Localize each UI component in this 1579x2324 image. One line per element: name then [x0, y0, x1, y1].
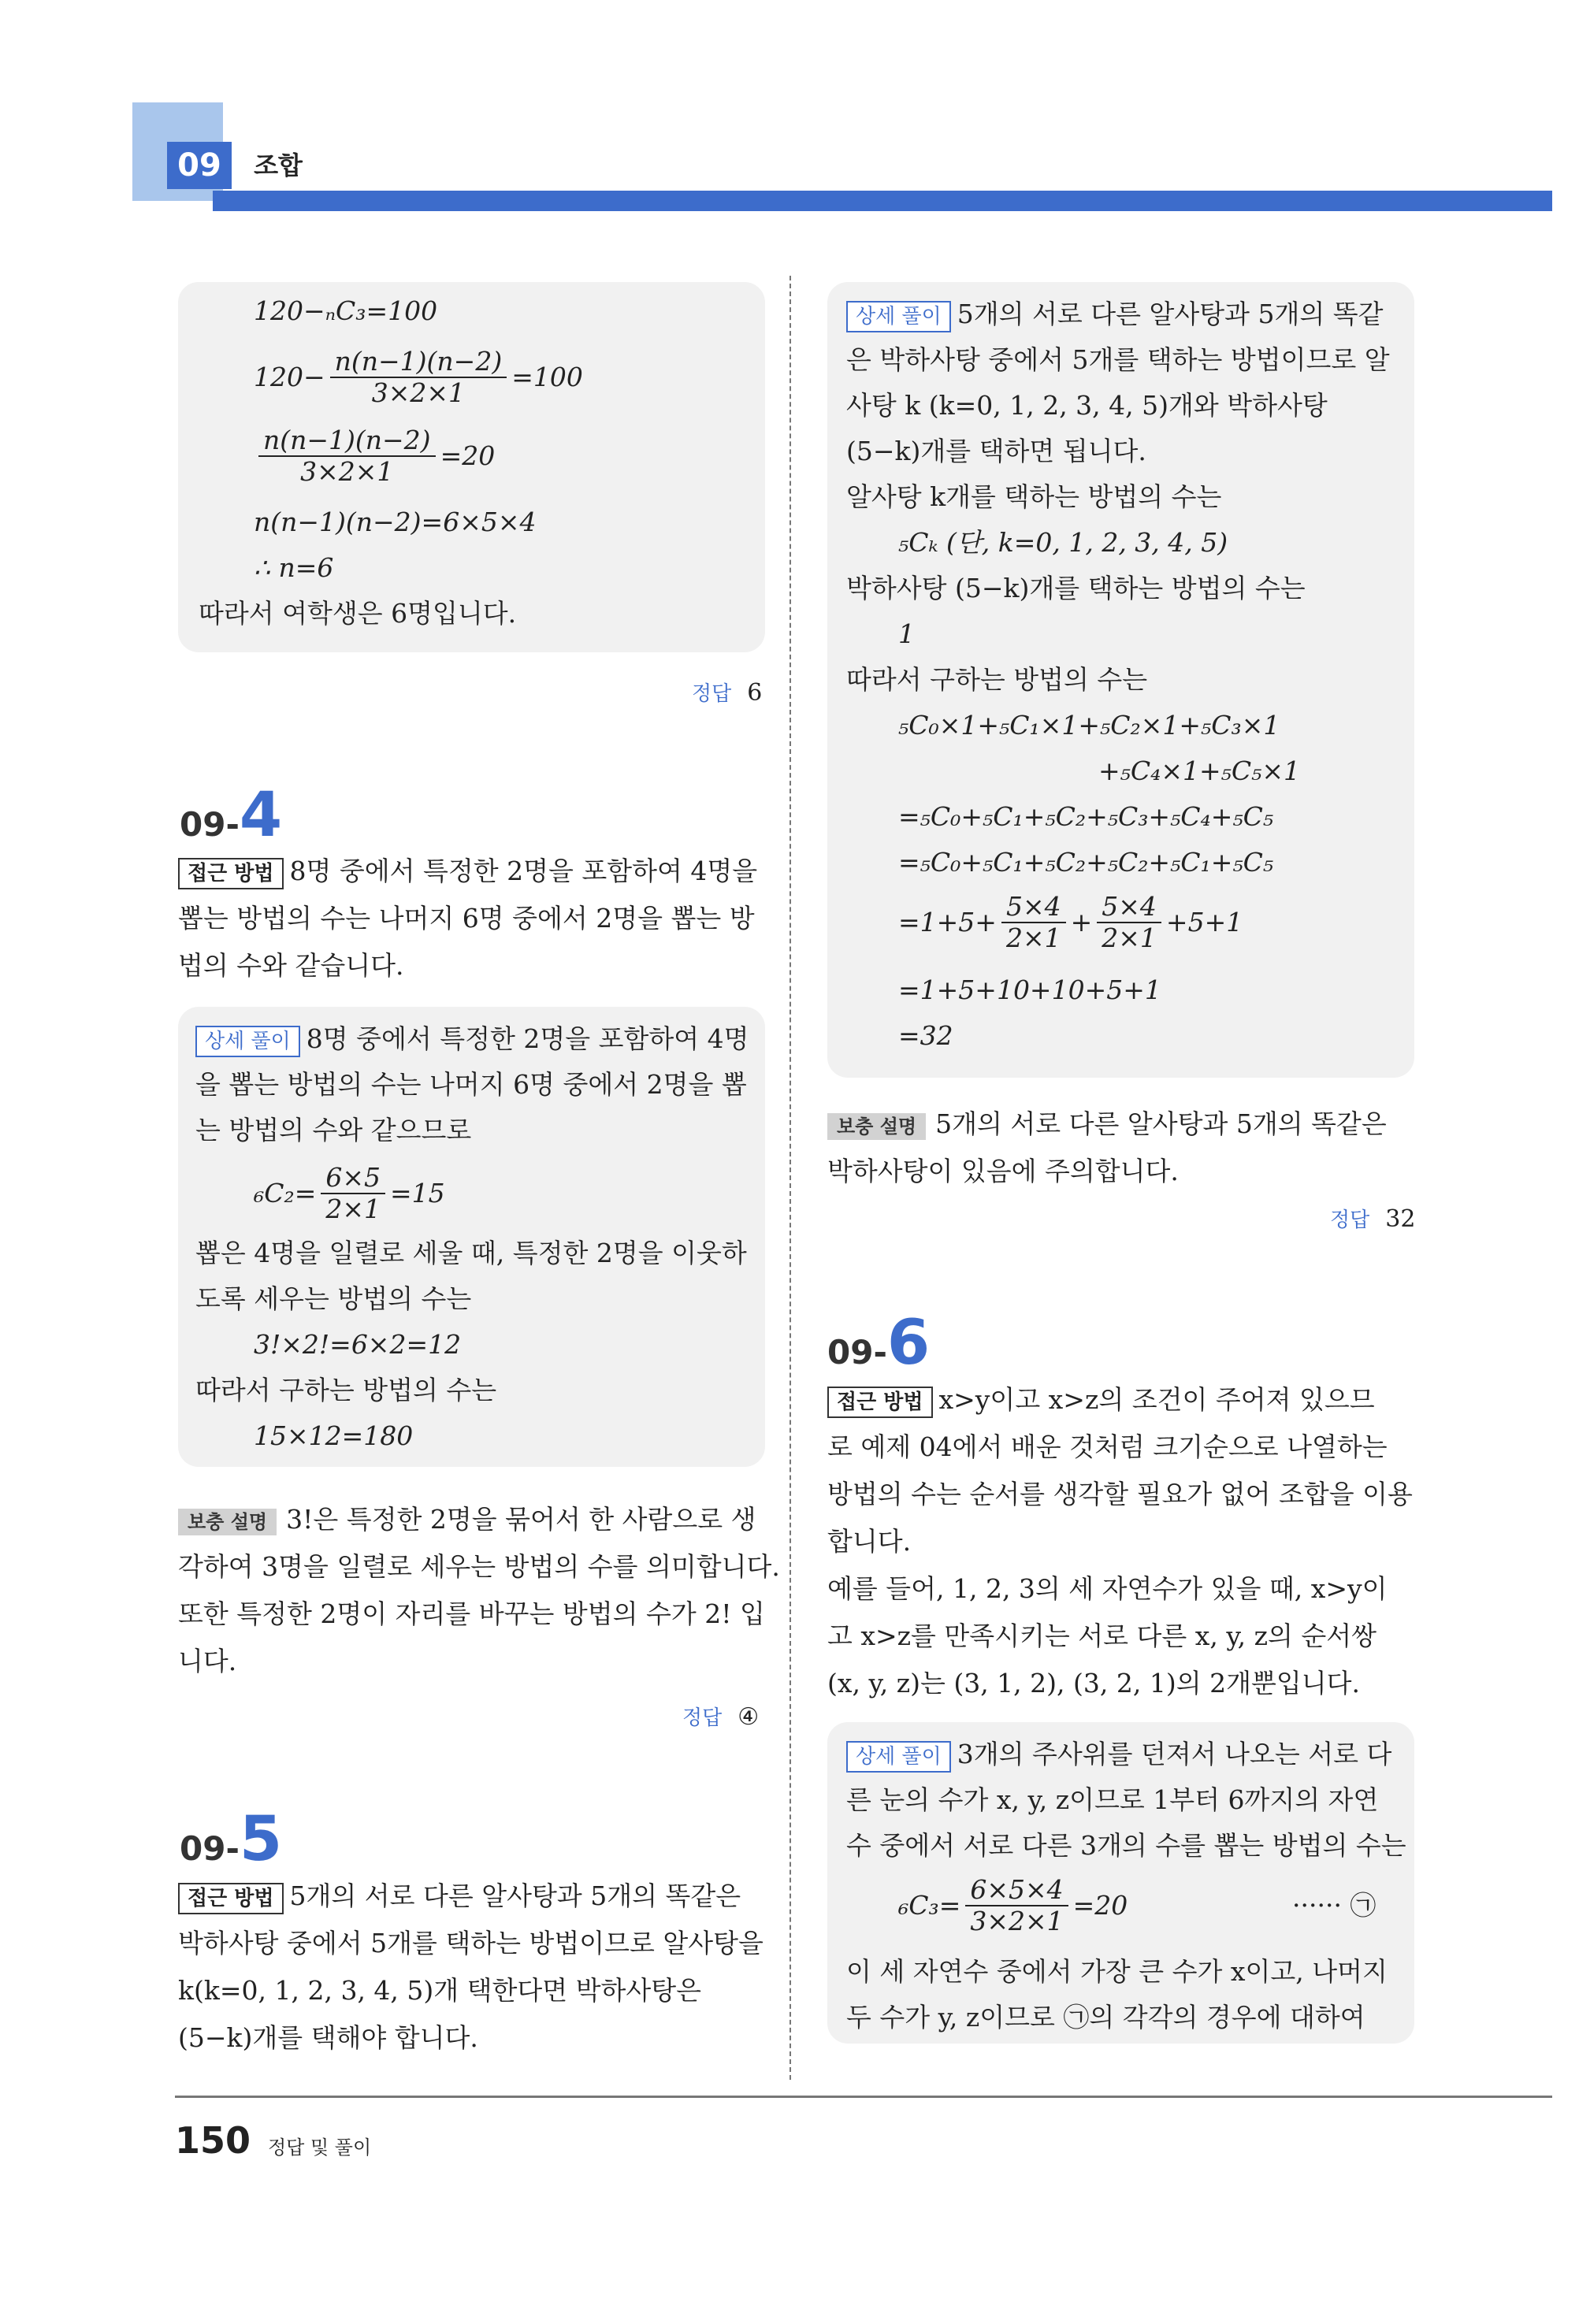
footer-label: 정답 및 풀이: [268, 2137, 372, 2159]
p5-answer: 정답 32: [1330, 1205, 1416, 1233]
p4-detail-6: 도록 세우는 방법의 수는: [195, 1283, 472, 1314]
p4-detail-9: 15×12=180: [254, 1420, 414, 1451]
p6-detail-mark: ······ ㉠: [1292, 1890, 1377, 1921]
p6-approach-6: 고 x>z를 만족시키는 서로 다른 x, y, z의 순서쌍: [827, 1620, 1377, 1651]
p4-approach-3: 법의 수와 같습니다.: [178, 950, 404, 981]
p6-detail-3: 수 중에서 서로 다른 3개의 수를 뽑는 방법의 수는: [846, 1830, 1406, 1861]
p5-approach-3: k(k=0, 1, 2, 3, 4, 5)개 택한다면 박하사탕은: [178, 1975, 702, 2006]
p3-fraction-2: $\frac{n(n-1)(n-2)}{3\times 2\times 1}$: [258, 425, 436, 487]
p4-detail-7: 3!×2!=6×2=12: [254, 1329, 462, 1360]
p5-detail-7: 박하사탕 (5−k)개를 택하는 방법의 수는: [846, 573, 1306, 603]
p6-detail-5: 이 세 자연수 중에서 가장 큰 수가 x이고, 나머지: [846, 1956, 1388, 1987]
p6-detail-2: 른 눈의 수가 x, y, z이므로 1부터 6까지의 자연: [846, 1784, 1379, 1815]
p5-detail-5: 알사탕 k개를 택하는 방법의 수는: [846, 481, 1222, 512]
p4-detail-4: ₆C₂= $\frac{6\times 5}{2\times 1}$ =15: [254, 1162, 445, 1224]
p4-detail-box: [178, 1007, 765, 1467]
chapter-number: 09: [167, 142, 232, 189]
p3-line-1: 120−ₙC₃=100: [254, 295, 438, 326]
p5-detail-6: ₅Cₖ (단, k=0, 1, 2, 3, 4, 5): [898, 527, 1228, 558]
p5-detail-10: ₅C₀×1+₅C₁×1+₅C₂×1+₅C₃×1: [898, 710, 1280, 741]
p5-detail-12: =₅C₀+₅C₁+₅C₂+₅C₃+₅C₄+₅C₅: [898, 801, 1274, 832]
p5-detail-box: [827, 282, 1414, 1078]
p6-detail-box: [827, 1722, 1414, 2044]
p3-line-5: ∴ n=6: [254, 552, 334, 583]
p5-supp-2: 박하사탕이 있음에 주의합니다.: [827, 1156, 1179, 1186]
p5-fraction-1: $\frac{5\times 4}{2\times 1}$: [1001, 892, 1066, 953]
p4-supp-4: 니다.: [178, 1646, 237, 1676]
p5-header: 09-5: [180, 1804, 283, 1875]
p5-detail-14: =1+5+ $\frac{5\times 4}{2\times 1}$ + $\frac{5\times 4}{2\times 1}$ +5+1: [898, 891, 1243, 953]
p5-fraction-2: $\frac{5\times 4}{2\times 1}$: [1097, 892, 1161, 953]
p4-detail-8: 따라서 구하는 방법의 수는: [195, 1375, 497, 1405]
p6-approach-5: 예를 들어, 1, 2, 3의 세 자연수가 있을 때, x>y이: [827, 1573, 1388, 1604]
p6-approach-4: 합니다.: [827, 1526, 912, 1557]
footer-rule: [175, 2096, 1552, 2098]
p5-detail-13: =₅C₀+₅C₁+₅C₂+₅C₂+₅C₁+₅C₅: [898, 847, 1274, 878]
page-number: 150: [175, 2119, 251, 2162]
p6-detail-4: ₆C₃= $\frac{6\times 5\times 4}{3\times 2\times 1}$ =20: [898, 1874, 1128, 1936]
p3-line-4: n(n−1)(n−2)=6×5×4: [254, 507, 537, 537]
p4-answer: 정답 ④: [682, 1703, 760, 1731]
p3-line-2: 120− $\frac{n(n-1)(n-2)}{3\times 2\times 1}$ =100: [254, 346, 583, 408]
p5-detail-3: 사탕 k (k=0, 1, 2, 3, 4, 5)개와 박하사탕: [846, 390, 1328, 421]
p6-header: 09-6: [827, 1308, 931, 1379]
p4-detail-2: 을 뽑는 방법의 수는 나머지 6명 중에서 2명을 뽑: [195, 1069, 747, 1100]
p4-detail-3: 는 방법의 수와 같으므로: [195, 1115, 472, 1145]
chapter-title: 조합: [232, 142, 325, 189]
p5-supp-1: 보충 설명 5개의 서로 다른 알사탕과 5개의 똑같은: [827, 1106, 1387, 1142]
p5-detail-4: (5−k)개를 택하면 됩니다.: [846, 436, 1146, 466]
p5-detail-8: 1: [898, 618, 915, 649]
p5-approach-1: 접근 방법 5개의 서로 다른 알사탕과 5개의 똑같은: [178, 1878, 741, 1914]
p5-detail-11: +₅C₄×1+₅C₅×1: [1098, 755, 1301, 786]
p5-detail-15: =1+5+10+10+5+1: [898, 975, 1161, 1005]
p3-line-6: 따라서 여학생은 6명입니다.: [199, 598, 517, 629]
p3-line-3: $\frac{n(n-1)(n-2)}{3\times 2\times 1}$ =20: [254, 421, 495, 490]
p5-detail-1: 상세 풀이 5개의 서로 다른 알사탕과 5개의 똑같: [846, 296, 1383, 332]
p5-detail-2: 은 박하사탕 중에서 5개를 택하는 방법이므로 알: [846, 344, 1390, 375]
p4-fraction: $\frac{6\times 5}{2\times 1}$: [321, 1163, 385, 1224]
p3-answer: 정답 6: [692, 679, 763, 707]
p5-detail-9: 따라서 구하는 방법의 수는: [846, 664, 1148, 695]
p6-detail-6: 두 수가 y, z이므로 ㉠의 각각의 경우에 대하여: [846, 2002, 1365, 2033]
p6-approach-7: (x, y, z)는 (3, 1, 2), (3, 2, 1)의 2개뿐입니다.: [827, 1668, 1360, 1698]
p6-approach-2: 로 예제 04에서 배운 것처럼 크기순으로 나열하는: [827, 1431, 1388, 1462]
p6-fraction: $\frac{6\times 5\times 4}{3\times 2\times 1}$: [965, 1875, 1068, 1936]
p5-approach-4: (5−k)개를 택해야 합니다.: [178, 2022, 478, 2053]
p4-supp-1: 보충 설명 3!은 특정한 2명을 묶어서 한 사람으로 생: [178, 1502, 756, 1538]
p4-approach-2: 뽑는 방법의 수는 나머지 6명 중에서 2명을 뽑는 방: [178, 903, 755, 934]
p3-fraction-1: $\frac{n(n-1)(n-2)}{3\times 2\times 1}$: [330, 347, 507, 408]
header-bar: [213, 191, 1552, 211]
p5-detail-16: =32: [898, 1020, 953, 1051]
p6-approach-1: 접근 방법 x>y이고 x>z의 조건이 주어져 있으므: [827, 1382, 1375, 1418]
p4-supp-2: 각하여 3명을 일렬로 세우는 방법의 수를 의미합니다.: [178, 1551, 780, 1582]
p4-supp-3: 또한 특정한 2명이 자리를 바꾸는 방법의 수가 2! 입: [178, 1598, 765, 1629]
p3-solution-box: [178, 282, 765, 652]
p6-detail-1: 상세 풀이 3개의 주사위를 던져서 나오는 서로 다: [846, 1736, 1391, 1773]
p5-approach-2: 박하사탕 중에서 5개를 택하는 방법이므로 알사탕을: [178, 1928, 763, 1958]
p6-approach-3: 방법의 수는 순서를 생각할 필요가 없어 조합을 이용: [827, 1479, 1413, 1509]
column-divider: [790, 276, 791, 2080]
p4-approach-1: 접근 방법 8명 중에서 특정한 2명을 포함하여 4명을: [178, 853, 757, 889]
p4-header: 09-4: [180, 780, 283, 851]
p4-detail-1: 상세 풀이 8명 중에서 특정한 2명을 포함하여 4명: [195, 1021, 749, 1057]
p4-detail-5: 뽑은 4명을 일렬로 세울 때, 특정한 2명을 이웃하: [195, 1238, 747, 1268]
